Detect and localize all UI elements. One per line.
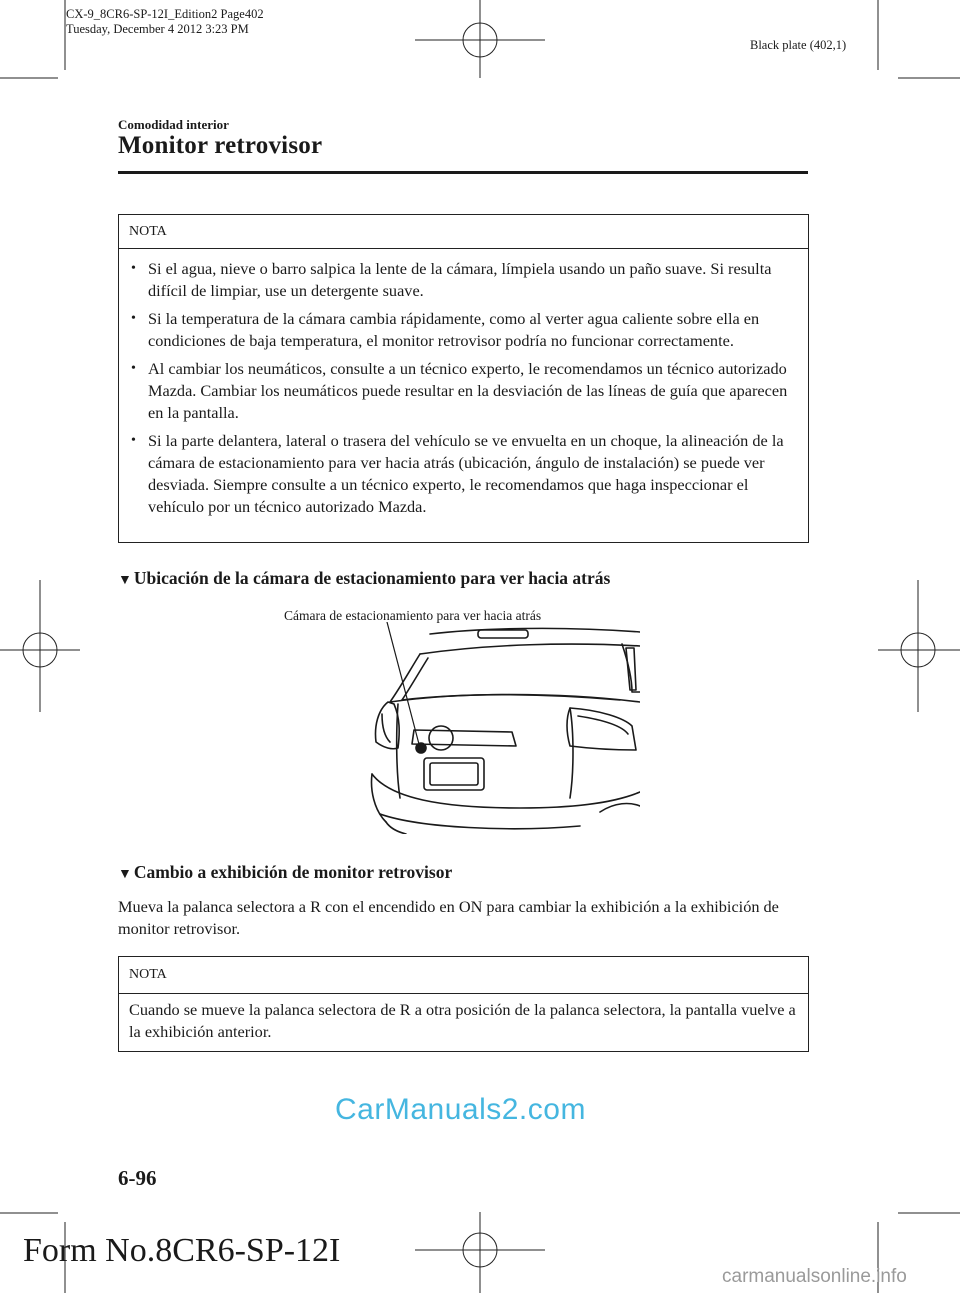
watermark-logo: CarManuals2.com (335, 1093, 586, 1126)
subsection-heading-text: Ubicación de la cámara de estacionamiento para ver hacia atrás (133, 568, 611, 588)
note-heading: NOTA (119, 215, 808, 249)
triangle-marker-icon: ▼ (118, 867, 132, 882)
note-box-selector (118, 956, 809, 1052)
form-number: Form No.8CR6-SP-12I (23, 1232, 341, 1269)
rear-camera-illustration (360, 622, 640, 834)
print-job-line-2: Tuesday, December 4 2012 3:23 PM (66, 22, 249, 36)
note-list (129, 258, 798, 518)
section-label: Comodidad interior (118, 117, 229, 132)
note-item: • Al cambiar los neumáticos, consulte a un técnico experto, le recomendamos un técnico autorizado Mazda. Cambiar los neumáticos puede resultar en la desviación de las líneas de guía que aparecen en la pantalla. (129, 358, 798, 424)
title-rule (118, 171, 808, 174)
page-title: Monitor retrovisor (118, 132, 323, 159)
page-number: 6-96 (118, 1166, 157, 1190)
note-box-cleaning (118, 214, 809, 543)
subsection-heading-monitor-switch (118, 862, 452, 883)
note-heading: NOTA (119, 957, 808, 994)
triangle-marker-icon: ▼ (118, 573, 132, 588)
note-item: • Si la parte delantera, lateral o trasera del vehículo se ve envuelta en un choque, la alineación de la cámara de estacionamiento para ver hacia atrás (ubicación, ángulo de instalación) se puede ver desviada. Siempre consulte a un técnico experto, le recomendamos que haga inspeccionar el vehículo por un técnico autorizado Mazda. (129, 430, 798, 518)
footer-site-watermark: carmanualsonline.info (722, 1266, 907, 1287)
figure-callout-label: Cámara de estacionamiento para ver hacia atrás (284, 608, 542, 623)
subsection-body: Mueva la palanca selectora a R con el encendido en ON para cambiar la exhibición a la exhibición de monitor retrovisor. (118, 897, 779, 938)
note-item: • Si la temperatura de la cámara cambia rápidamente, como al verter agua caliente sobre ella en condiciones de baja temperatura, el monitor retrovisor podría no funcionar correctamente. (129, 308, 798, 352)
note-text: Cuando se mueve la palanca selectora de R a otra posición de la palanca selectora, la pantalla vuelve a la exhibición anterior. (129, 1000, 796, 1041)
print-job-info (66, 7, 264, 37)
note-item: • Si el agua, nieve o barro salpica la lente de la cámara, límpiela usando un paño suave. Si resulta difícil de limpiar, use un detergente suave. (129, 258, 798, 302)
subsection-heading-text: Cambio a exhibición de monitor retrovisor (133, 862, 453, 882)
subsection-heading-camera-location (118, 568, 610, 589)
print-job-line-1: CX-9_8CR6-SP-12I_Edition2 Page402 (66, 7, 264, 21)
black-plate-label: Black plate (402,1) (750, 38, 847, 52)
